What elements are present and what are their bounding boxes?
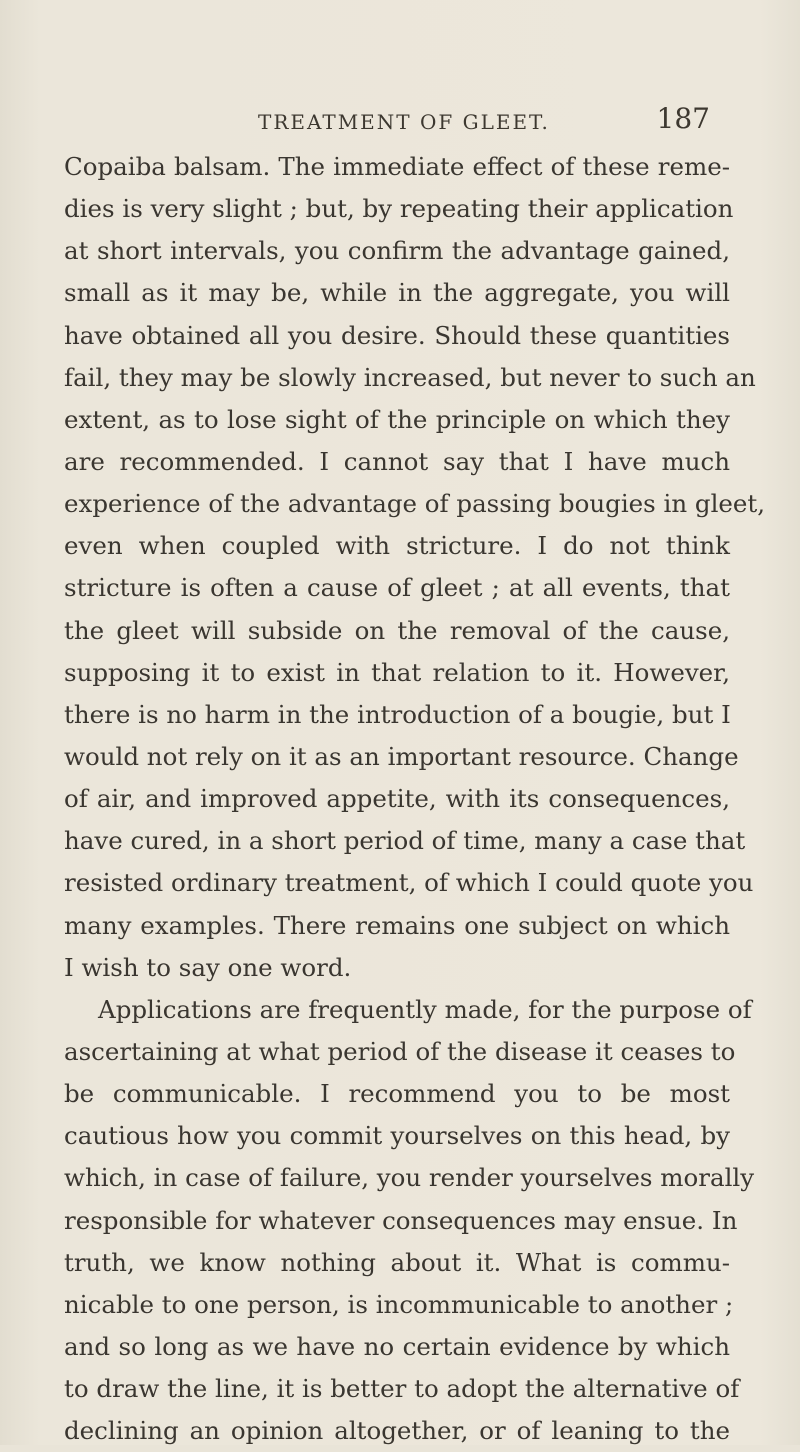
text-line: ascertaining at what period of the disease it ceases to [64, 1036, 736, 1066]
text-line: experience of the advantage of passing bougies in gleet, [64, 489, 766, 519]
text-line: nicable to one person, is incommunicable to another ; [64, 1289, 734, 1319]
text-line: truth, we know nothing about it. What is commu- [64, 1247, 730, 1277]
text-line: even when coupled with stricture. I do not think [64, 531, 730, 561]
text-line: supposing it to exist in that relation to it. However, [64, 657, 730, 687]
text-line: be communicable. I recommend you to be most [64, 1079, 730, 1109]
text-line: have obtained all you desire. Should these quantities [64, 320, 730, 350]
running-title: TREATMENT OF GLEET. [258, 110, 550, 134]
text-line: I wish to say one word. [64, 952, 352, 982]
page-header [258, 102, 710, 138]
text-line: Copaiba balsam. The immediate effect of these reme- [64, 152, 730, 181]
text-line: dies is very slight ; but, by repeating their application [64, 194, 734, 224]
text-line: of air, and improved appetite, with its consequences, [64, 784, 730, 814]
text-line: cautious how you commit yourselves on this head, by [64, 1121, 730, 1151]
text-line: are recommended. I cannot say that I have much [64, 446, 730, 476]
text-line: extent, as to lose sight of the principle on which they [64, 404, 730, 434]
text-line: Applications are frequently made, for the purpose of [98, 994, 752, 1024]
text-line: fail, they may be slowly increased, but never to such an [64, 362, 756, 392]
page-number: 187 [656, 102, 710, 135]
text-line: at short intervals, you confirm the advantage gained, [64, 236, 730, 266]
text-line: have cured, in a short period of time, many a case that [64, 826, 746, 856]
text-line: there is no harm in the introduction of a bougie, but I [64, 699, 731, 729]
text-line: declining an opinion altogether, or of leaning to the [64, 1416, 730, 1446]
body-text [64, 146, 766, 1452]
text-line: stricture is often a cause of gleet ; at all events, that [64, 573, 730, 603]
text-line: and so long as we have no certain evidence by which [64, 1331, 730, 1361]
text-line: small as it may be, while in the aggregate, you will [64, 278, 730, 308]
text-line: many examples. There remains one subject on which [64, 910, 730, 940]
text-line: the gleet will subside on the removal of the cause, [64, 615, 730, 645]
text-line: to draw the line, it is better to adopt the alternative of [64, 1374, 740, 1404]
text-line: responsible for whatever consequences may ensue. In [64, 1205, 738, 1235]
text-line: resisted ordinary treatment, of which I could quote you [64, 868, 754, 898]
text-line: would not rely on it as an important resource. Change [64, 741, 739, 771]
text-line: which, in case of failure, you render yourselves morally [64, 1163, 755, 1193]
